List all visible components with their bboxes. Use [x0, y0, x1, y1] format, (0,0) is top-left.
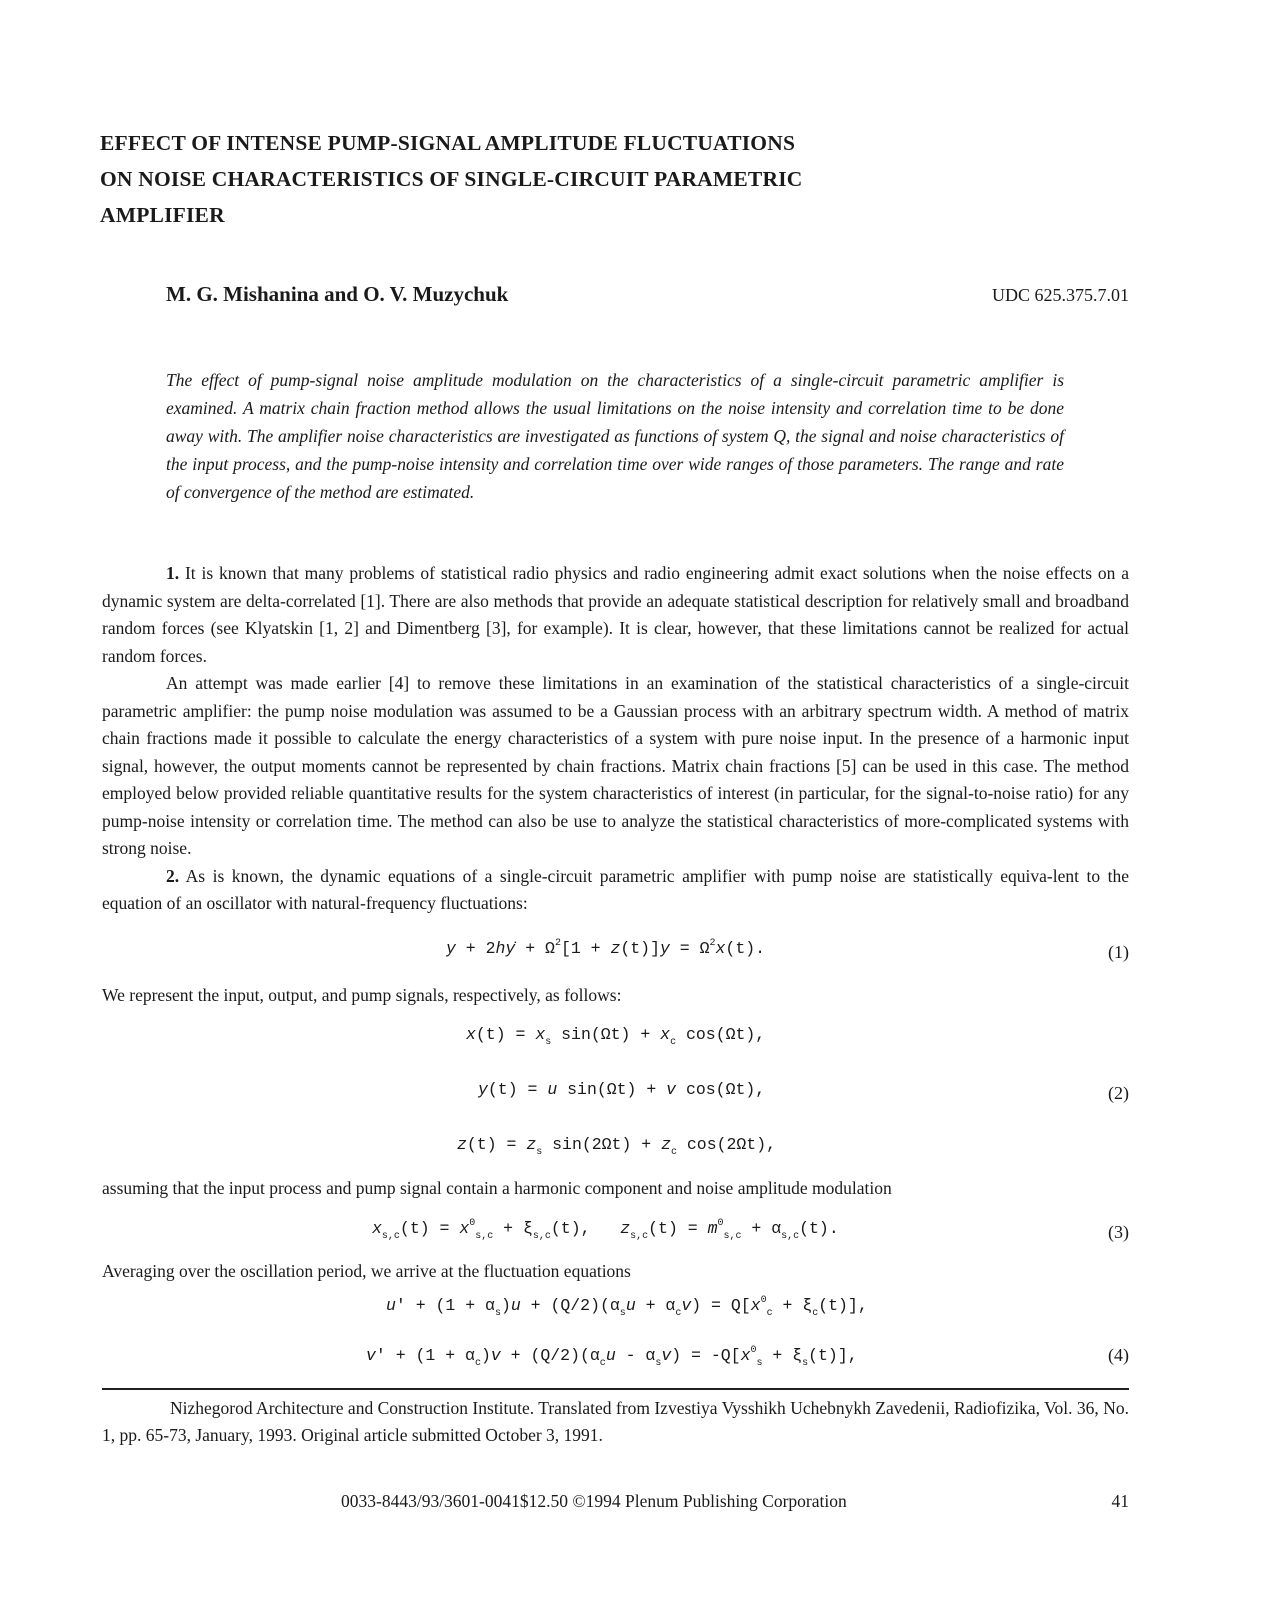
equation-2b: y(t) = u sin(Ωt) + v cos(Ωt), [478, 1080, 766, 1099]
section-number: 2. [166, 865, 180, 886]
article-title [100, 125, 920, 233]
udc-code: UDC 625.375.7.01 [991, 285, 1129, 305]
equation-1: y + 2hẏ + $\Omega^2[1 + z(t)]y = \Omega^2x(t)$. [446, 938, 766, 958]
equation-2a: $x(t) = x_s$ $\sin(\Omega t) + x_c$ cos(Ωt), [466, 1025, 766, 1048]
paragraph: assuming that the input process and pump signal contain a harmonic component and noise amplitude modulation [102, 1178, 892, 1198]
equation-number: (2) [1108, 1083, 1129, 1103]
authors: M. G. Mishanina and O. V. Muzychuk [166, 282, 509, 306]
paragraph: An attempt was made earlier [4] to remove these limitations in an examination of the statistical characteristics of a single-circuit parametric amplifier: the pump noise modulation was assumed to be a Gaussian process with an arbitrary spectrum width. A method of matrix chain fractions made it possible to calculate the energy characteristics of a system with pure noise input. In the presence of a harmonic input signal, however, the output moments cannot be represented by chain fractions. Matrix chain fractions [5] can be used in this case. The method employed below provided reliable quantitative results for the system characteristics of interest (in particular, for the signal-to-noise ratio) for any pump-noise intensity or correlation time. The method can also be use to analyze the statistical characteristics of more-complicated systems with strong noise. [102, 673, 1129, 858]
equation-4b: $v' + (1 + \alpha_c)v + (Q/2)(\alpha_cu - \alpha_sv) = -Q[x^0_s + \xi_s(t)]$, [366, 1345, 858, 1369]
paragraph: We represent the input, output, and pump signals, respectively, as follows: [102, 985, 622, 1005]
paragraph-text: As is known, the dynamic equations of a single-circuit parametric amplifier with pump noise are statistically equiva-lent to the equation of an oscillator with natural-frequency fluctuations: [102, 865, 1129, 913]
paragraph [102, 863, 1129, 918]
abstract: The effect of pump-signal noise amplitude modulation on the characteristics of a single-circuit parametric amplifier is examined. A matrix chain fraction method allows the usual limitations on the noise intensity and correlation time to be done away with. The amplifier noise characteristics are investigated as functions of system Q, the signal and noise characteristics of the input process, and the pump-noise intensity and correlation time over wide ranges of those parameters. The range and rate of convergence of the method are estimated. [166, 370, 1064, 502]
equation-number: (1) [1108, 942, 1129, 962]
affiliation-text: Nizhegorod Architecture and Construction Institute. Translated from Izvestiya Vysshikh Uchebnykh Zavedenii, Radiofizika, Vol. 36, No. 1, pp. 65-73, January, 1993. Original article submitted October 3, 1991. [102, 1398, 1129, 1445]
footnote-affiliation [102, 1395, 1129, 1449]
body-section-1 [102, 560, 1129, 918]
equation-4a: $u' + (1 + \alpha_s)u + (Q/2)(\alpha_su + \alpha_cv) = Q[x^0_c + \xi_c(t)]$, [386, 1295, 868, 1319]
copyright-line: 0033-8443/93/3601-0041$12.50 ©1994 Plenum Publishing Corporation [341, 1491, 847, 1511]
paragraph-text: It is known that many problems of statistical radio physics and radio engineering admit exact solutions when the noise effects on a dynamic system are delta-correlated [1]. There are also methods that provide an adequate statistical description for relatively small and broadband random forces (see Klyatskin [1, 2] and Dimentberg [3], for example). It is clear, however, that these limitations cannot be realized for actual random forces. [102, 563, 1129, 666]
paragraph: Averaging over the oscillation period, we arrive at the fluctuation equations [102, 1261, 631, 1281]
title-line: ON NOISE CHARACTERISTICS OF SINGLE-CIRCUIT PARAMETRIC [100, 167, 803, 191]
title-line: EFFECT OF INTENSE PUMP-SIGNAL AMPLITUDE FLUCTUATIONS [100, 131, 796, 155]
equation-number: (3) [1108, 1222, 1129, 1242]
equation-2c: $z(t) = z_s$ $\sin(2\Omega t) + z_c$ cos(2Ωt), [457, 1135, 777, 1158]
body-text [102, 982, 1129, 1010]
page-number: 41 [1111, 1491, 1129, 1511]
section-number: 1. [166, 563, 180, 583]
paragraph [102, 560, 1129, 670]
equation-number: (4) [1108, 1345, 1129, 1365]
footnote-divider [102, 1388, 1129, 1390]
body-text [102, 1175, 1129, 1203]
body-text [102, 1258, 1129, 1286]
equation-3: $x_{s,c}(t) = x^0_{s,c} + \xi_{s,c}(t)$, $z_{s,c}(t) = m^0_{s,c} + \alpha_{s,c}(t)$. [372, 1218, 839, 1242]
title-line: AMPLIFIER [100, 203, 225, 227]
